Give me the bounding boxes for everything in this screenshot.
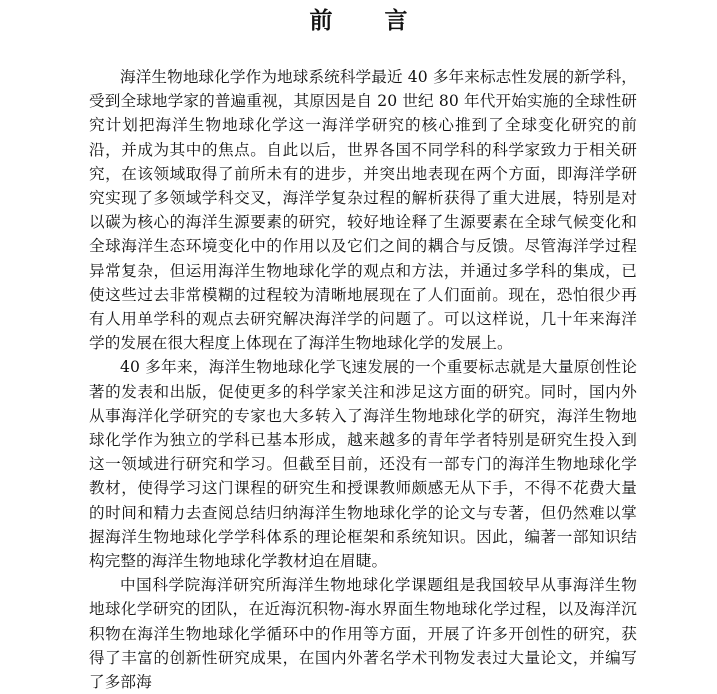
paragraph-3: 中国科学院海洋研究所海洋生物地球化学课题组是我国较早从事海洋生物地球化学研究的团队，在近海沉积物-海水界面生物地球化学过程，以及海洋沉积物在海洋生物地球化学循环中的作用等方面，开展了许多开创性的研究，获得了丰富的创新性研究成果，在国内外著名学术刊物发表过大量论文，并编写了多部海 bbox=[89, 576, 637, 692]
paragraph-1: 海洋生物地球化学作为地球系统科学最近 40 多年来标志性发展的新学科，受到全球地学家的普遍重视，其原因是自 20 世纪 80 年代开始实施的全球性研究计划把海洋生物地球化学这一海洋学研究的核心推到了全球变化研究的前沿，并成为其中的焦点。自此以后，世界各国不同学科的科学家致力于相关研究，在该领域取得了前所未有的进步，并突出地表现在两个方面，即海洋学研究实现了多领域学科交叉，海洋学复杂过程的解析获得了重大进展，特别是对以碳为核心的海洋生源要素的研究，较好地诠释了生源要素在全球气候变化和全球海洋生态环境变化中的作用以及它们之间的耦合与反馈。尽管海洋学过程异常复杂，但运用海洋生物地球化学的观点和方法，并通过多学科的集成，已使这些过去非常模糊的过程较为清晰地展现在了人们面前。现在，恐怕很少再有人用单学科的观点去研究解决海洋学的问题了。可以这样说，几十年来海洋学的发展在很大程度上体现在了海洋生物地球化学的发展上。 bbox=[89, 68, 637, 353]
body-text bbox=[89, 65, 637, 694]
page-title: 前 言 bbox=[309, 7, 430, 34]
paragraph-2: 40 多年来，海洋生物地球化学飞速发展的一个重要标志就是大量原创性论著的发表和出版，促使更多的科学家关注和涉足这方面的研究。同时，国内外从事海洋化学研究的专家也大多转入了海洋生物地球化学的研究，海洋生物地球化学作为独立的学科已基本形成，越来越多的青年学者特别是研究生投入到这一领域进行研究和学习。但截至目前，还没有一部专门的海洋生物地球化学教材，使得学习这门课程的研究生和授课教师颇感无从下手，不得不花费大量的时间和精力去查阅总结归纳海洋生物地球化学的论文与专著，但仍然难以掌握海洋生物地球化学学科体系的理论框架和系统知识。因此，编著一部知识结构完整的海洋生物地球化学教材迫在眉睫。 bbox=[89, 358, 637, 571]
